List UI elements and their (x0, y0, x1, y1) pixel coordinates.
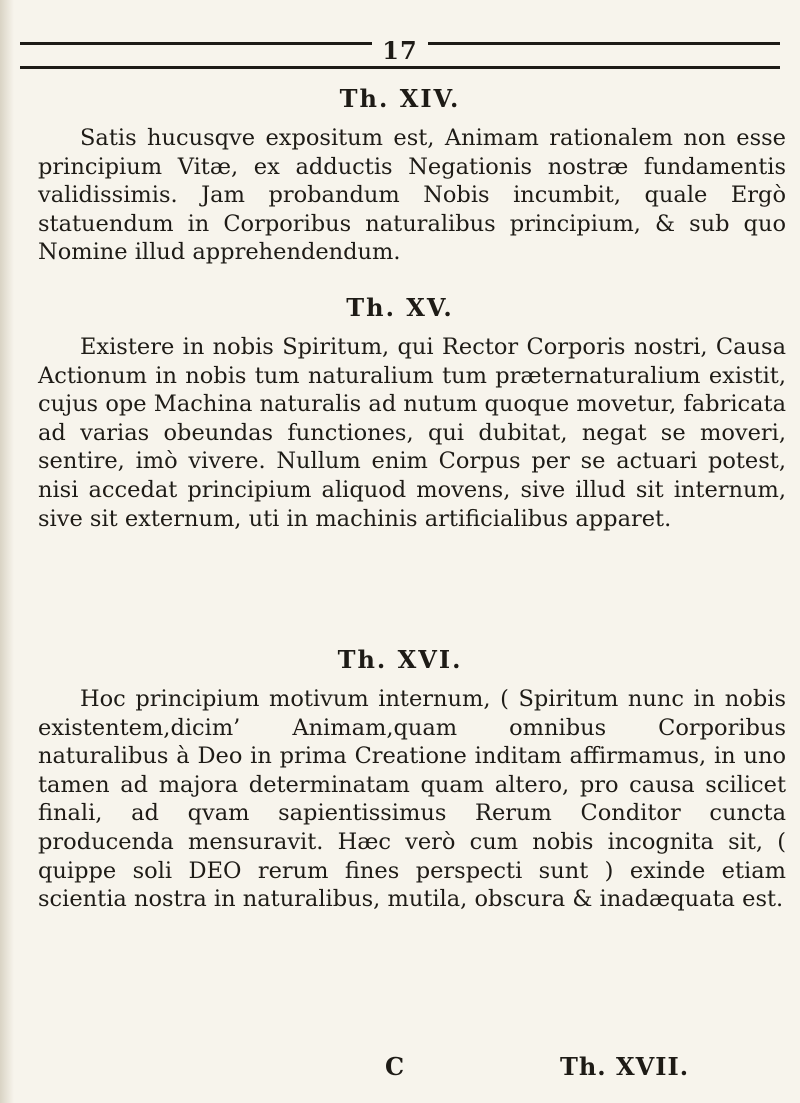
thesis-heading-14: Th. XIV. (339, 84, 461, 113)
thesis-paragraph-14: Satis hucusqve expositum est, Animam rationalem non esse principium Vitæ, ex adductis Negationis nostræ fundamentis validissimis. Jam probandum Nobis incumbit, quale Ergò statuendum in Corporibus naturalibus principium, & sub quo Nomine illud apprehendendum. (38, 125, 786, 266)
page-edge-shadow (0, 0, 14, 1103)
thesis-heading-16: Th. XVI. (337, 645, 463, 674)
thesis-heading-15: Th. XV. (346, 293, 454, 322)
page-number: 17 (20, 36, 780, 65)
signature-mark: C (385, 1052, 405, 1081)
thesis-paragraph-16: Hoc principium motivum internum, ( Spiritum nunc in nobis existentem,dicim’ Animam,quam omnibus Corporibus naturalibus à Deo in prima Creatione inditam affirmamus, in uno tamen ad majora determinatam quam altero, pro causa scilicet finali, ad qvam sapientissimus Rerum Conditor cuncta producenda mensuravit. Hæc verò cum nobis incognita sit, ( quippe soli DEO rerum fines perspecti sunt ) exinde etiam scientia nostra in naturalibus, mutila, obscura & inadæquata est. (38, 686, 786, 913)
catchword: Th. XVII. (560, 1052, 690, 1081)
page-header (20, 36, 780, 74)
header-rule-bottom (20, 66, 780, 69)
thesis-paragraph-15: Existere in nobis Spiritum, qui Rector Corporis nostri, Causa Actionum in nobis tum naturalium tum præternaturalium existit, cujus ope Machina naturalis ad nutum quoque movetur, fabricata ad varias obeundas functiones, qui dubitat, negat se moveri, sentire, imò vivere. Nullum enim Corpus per se actuari potest, nisi accedat principium aliquod movens, sive illud sit internum, sive sit externum, uti in machinis artificialibus apparet. (38, 334, 786, 532)
page-footer (0, 1052, 800, 1082)
